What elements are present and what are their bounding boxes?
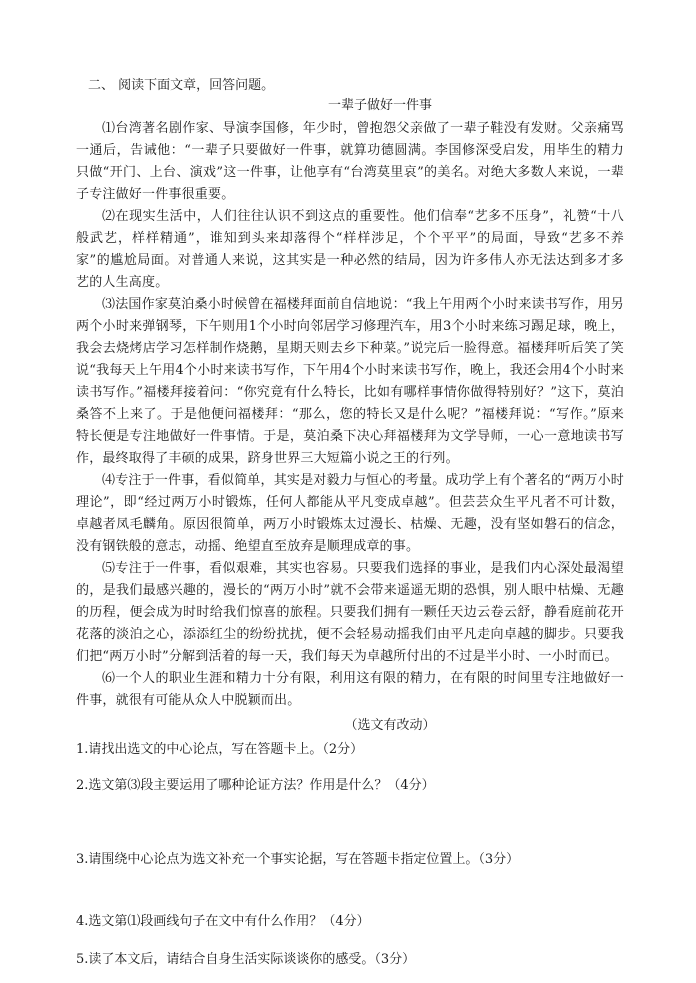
question-3: 3.请围绕中心论点为选文补充一个事实论据，写在答题卡指定位置上。（3分） xyxy=(76,852,520,867)
question-1: 1.请找出选文的中心论点，写在答题卡上。（2分） xyxy=(76,742,364,757)
question-2: 2.选文第⑶段主要运用了哪种论证方法？作用是什么？（4分） xyxy=(76,778,435,793)
question-4: 4.选文第⑴段画线句子在文中有什么作用？（4分） xyxy=(76,914,370,929)
article-paragraph-1: ⑴台湾著名剧作家、导演李国修，年少时，曾抱怨父亲做了一辈子鞋没有发财。父亲痛骂一通后，告诫他：“一辈子只要做好一件事，就算功德圆满。李国修深受启发，用毕生的精力只做“开门、上台、演戏”这一件事，让他享有“台湾莫里哀”的美名。对绝大多数人来说，一辈子专注做好一件事很重要。 xyxy=(76,121,624,202)
article-title: 一辈子做好一件事 xyxy=(327,98,432,113)
article-paragraph-2: ⑵在现实生活中，人们往往认识不到这点的重要性。他们信奉“艺多不压身”，礼赞“十八般武艺，样样精通”，谁知到头来却落得个“样样涉足，个个平平”的局面，导致“艺多不养家”的尴尬局面。对普通人来说，这其实是一种必然的结局，因为许多伟人亦无法达到多才多艺的人生高度。 xyxy=(76,209,624,290)
section-title: 二、 阅读下面文章，回答问题。 xyxy=(88,78,275,93)
article-paragraph-5: ⑸专注于一件事，看似艰难，其实也容易。只要我们选择的事业，是我们内心深处最渴望的，是我们最感兴趣的，漫长的“两万小时”就不会带来遥遥无期的恐惧，别人眼中枯燥、无趣的历程，便会成为时时给我们惊喜的旅程。只要我们拥有一颗任天边云卷云舒，静看庭前花开花落的淡泊之心，添添红尘的纷纷扰扰，便不会轻易动摇我们由平凡走向卓越的脚步。只要我们把“两万小时”分解到活着的每一天，我们每天为卓越所付出的不过是半小时、一小时而已。 xyxy=(76,561,624,664)
article-paragraph-6: ⑹一个人的职业生涯和精力十分有限，利用这有限的精力，在有限的时间里专注地做好一件事，就很有可能从众人中脱颖而出。 xyxy=(76,671,624,708)
source-note: （选文有改动） xyxy=(344,718,436,733)
article-paragraph-4: ⑷专注于一件事，看似简单，其实是对毅力与恒心的考量。成功学上有个著名的“两万小时理论”，即“经过两万小时锻炼，任何人都能从平凡变成卓越”。但芸芸众生平凡者不可计数，卓越者凤毛麟角。原因很简单，两万小时锻炼太过漫长、枯燥、无趣，没有坚如磐石的信念，没有钢铁般的意志，动摇、绝望直至放弃是顺理成章的事。 xyxy=(76,473,624,554)
exam-page xyxy=(76,76,624,970)
question-5: 5.读了本文后，请结合自身生活实际谈谈你的感受。（3分） xyxy=(76,952,416,967)
article-paragraph-3: ⑶法国作家莫泊桑小时候曾在福楼拜面前自信地说：“我上午用两个小时来读书写作，用另两个小时来弹钢琴，下午则用1个小时向邻居学习修理汽车，用3个小时来练习踢足球，晚上，我会去烧烤店学习怎样制作烧鹅，星期天则去乡下种菜。”说完后一脸得意。福楼拜听后笑了笑说“我每天上午用4个小时来读书写作，下午用4个小时来读书写作，晚上，我还会用4个小时来读书写作。”福楼拜接着问：“你究竟有什么特长，比如有哪样事情你做得特别好？”这下，莫泊桑答不上来了。于是他便问福楼拜：“那么，您的特长又是什么呢？”福楼拜说：“写作。”原来特长便是专注地做好一件事情。于是，莫泊桑下决心拜福楼拜为文学导师，一心一意地读书写作，最终取得了丰硕的成果，跻身世界三大短篇小说之王的行列。 xyxy=(76,297,624,466)
